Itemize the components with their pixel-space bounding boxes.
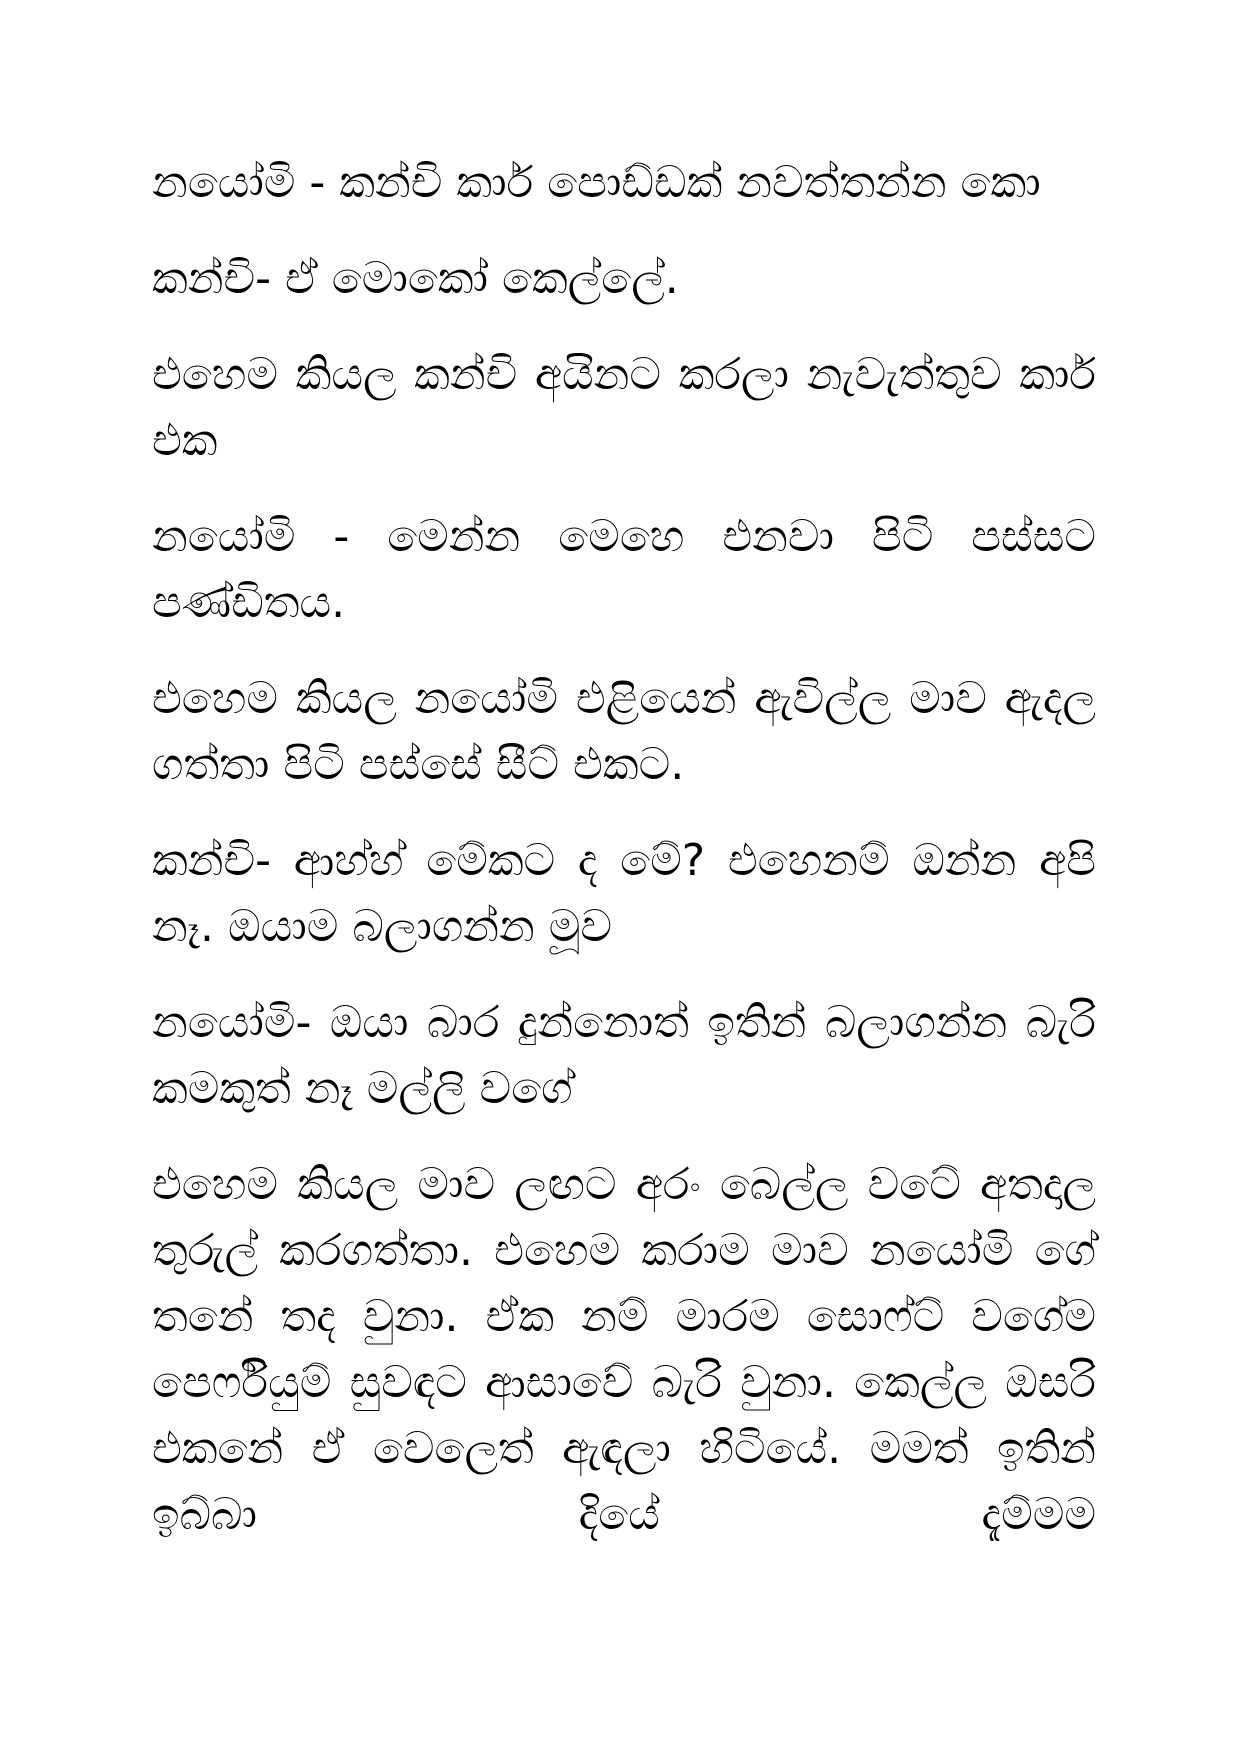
paragraph-7: නයෝමි- ඔයා බාර දුන්නොත් ඉතින් බලාගන්න බැරි කමකුත් නෑ මල්ලි වගේ (152, 997, 1096, 1114)
paragraph-6: කන්චි- ආහ්හ් මේකට ද මේ? එහෙනම් ඔන්න අපි නෑ. ඔයාම බලාගන්න මූව (152, 835, 1096, 952)
paragraph-3: එහෙම කියල කන්චි අයිනට කරලා නැවැත්තුව කාර් එක (152, 349, 1096, 466)
paragraph-5: එහෙම කියල නයෝමි එළියෙන් ඇවිල්ල මාව ඇදල ගත්තා පිටි පස්සේ සීට් එකට. (152, 673, 1096, 790)
paragraph-8: එහෙම කියල මාව ලඟට අරං බෙල්ල වටේ අතදාල තුරුල් කරගත්තා. එහෙම කරාම මාව නයෝමි ගේ තනේ තද වුනා. ඒක නම් මාරම සොෆ්ට් වගේම පෙර්ෆියුම් සුවඳට ආසාවේ බැරි වුනා. කෙල්ල ඔසරි එකනේ ඒ වෙලෙත් ඇඳලා හිටියේ. මමත් ඉතින් ඉබ්බා දියේ දැම්මම (152, 1159, 1096, 1540)
story-text (152, 150, 1096, 1578)
paragraph-4: නයෝමි - මෙන්න මෙහෙ එනවා පිටි පස්සට පණ්ඩිතය. (152, 511, 1096, 628)
paragraph-1: නයෝමි - කන්චි කාර් පොඩ්ඩක් නවත්තන්න කො (152, 157, 1041, 208)
paragraph-2: කන්චි- ඒ මොකෝ කෙල්ලේ. (152, 253, 679, 304)
